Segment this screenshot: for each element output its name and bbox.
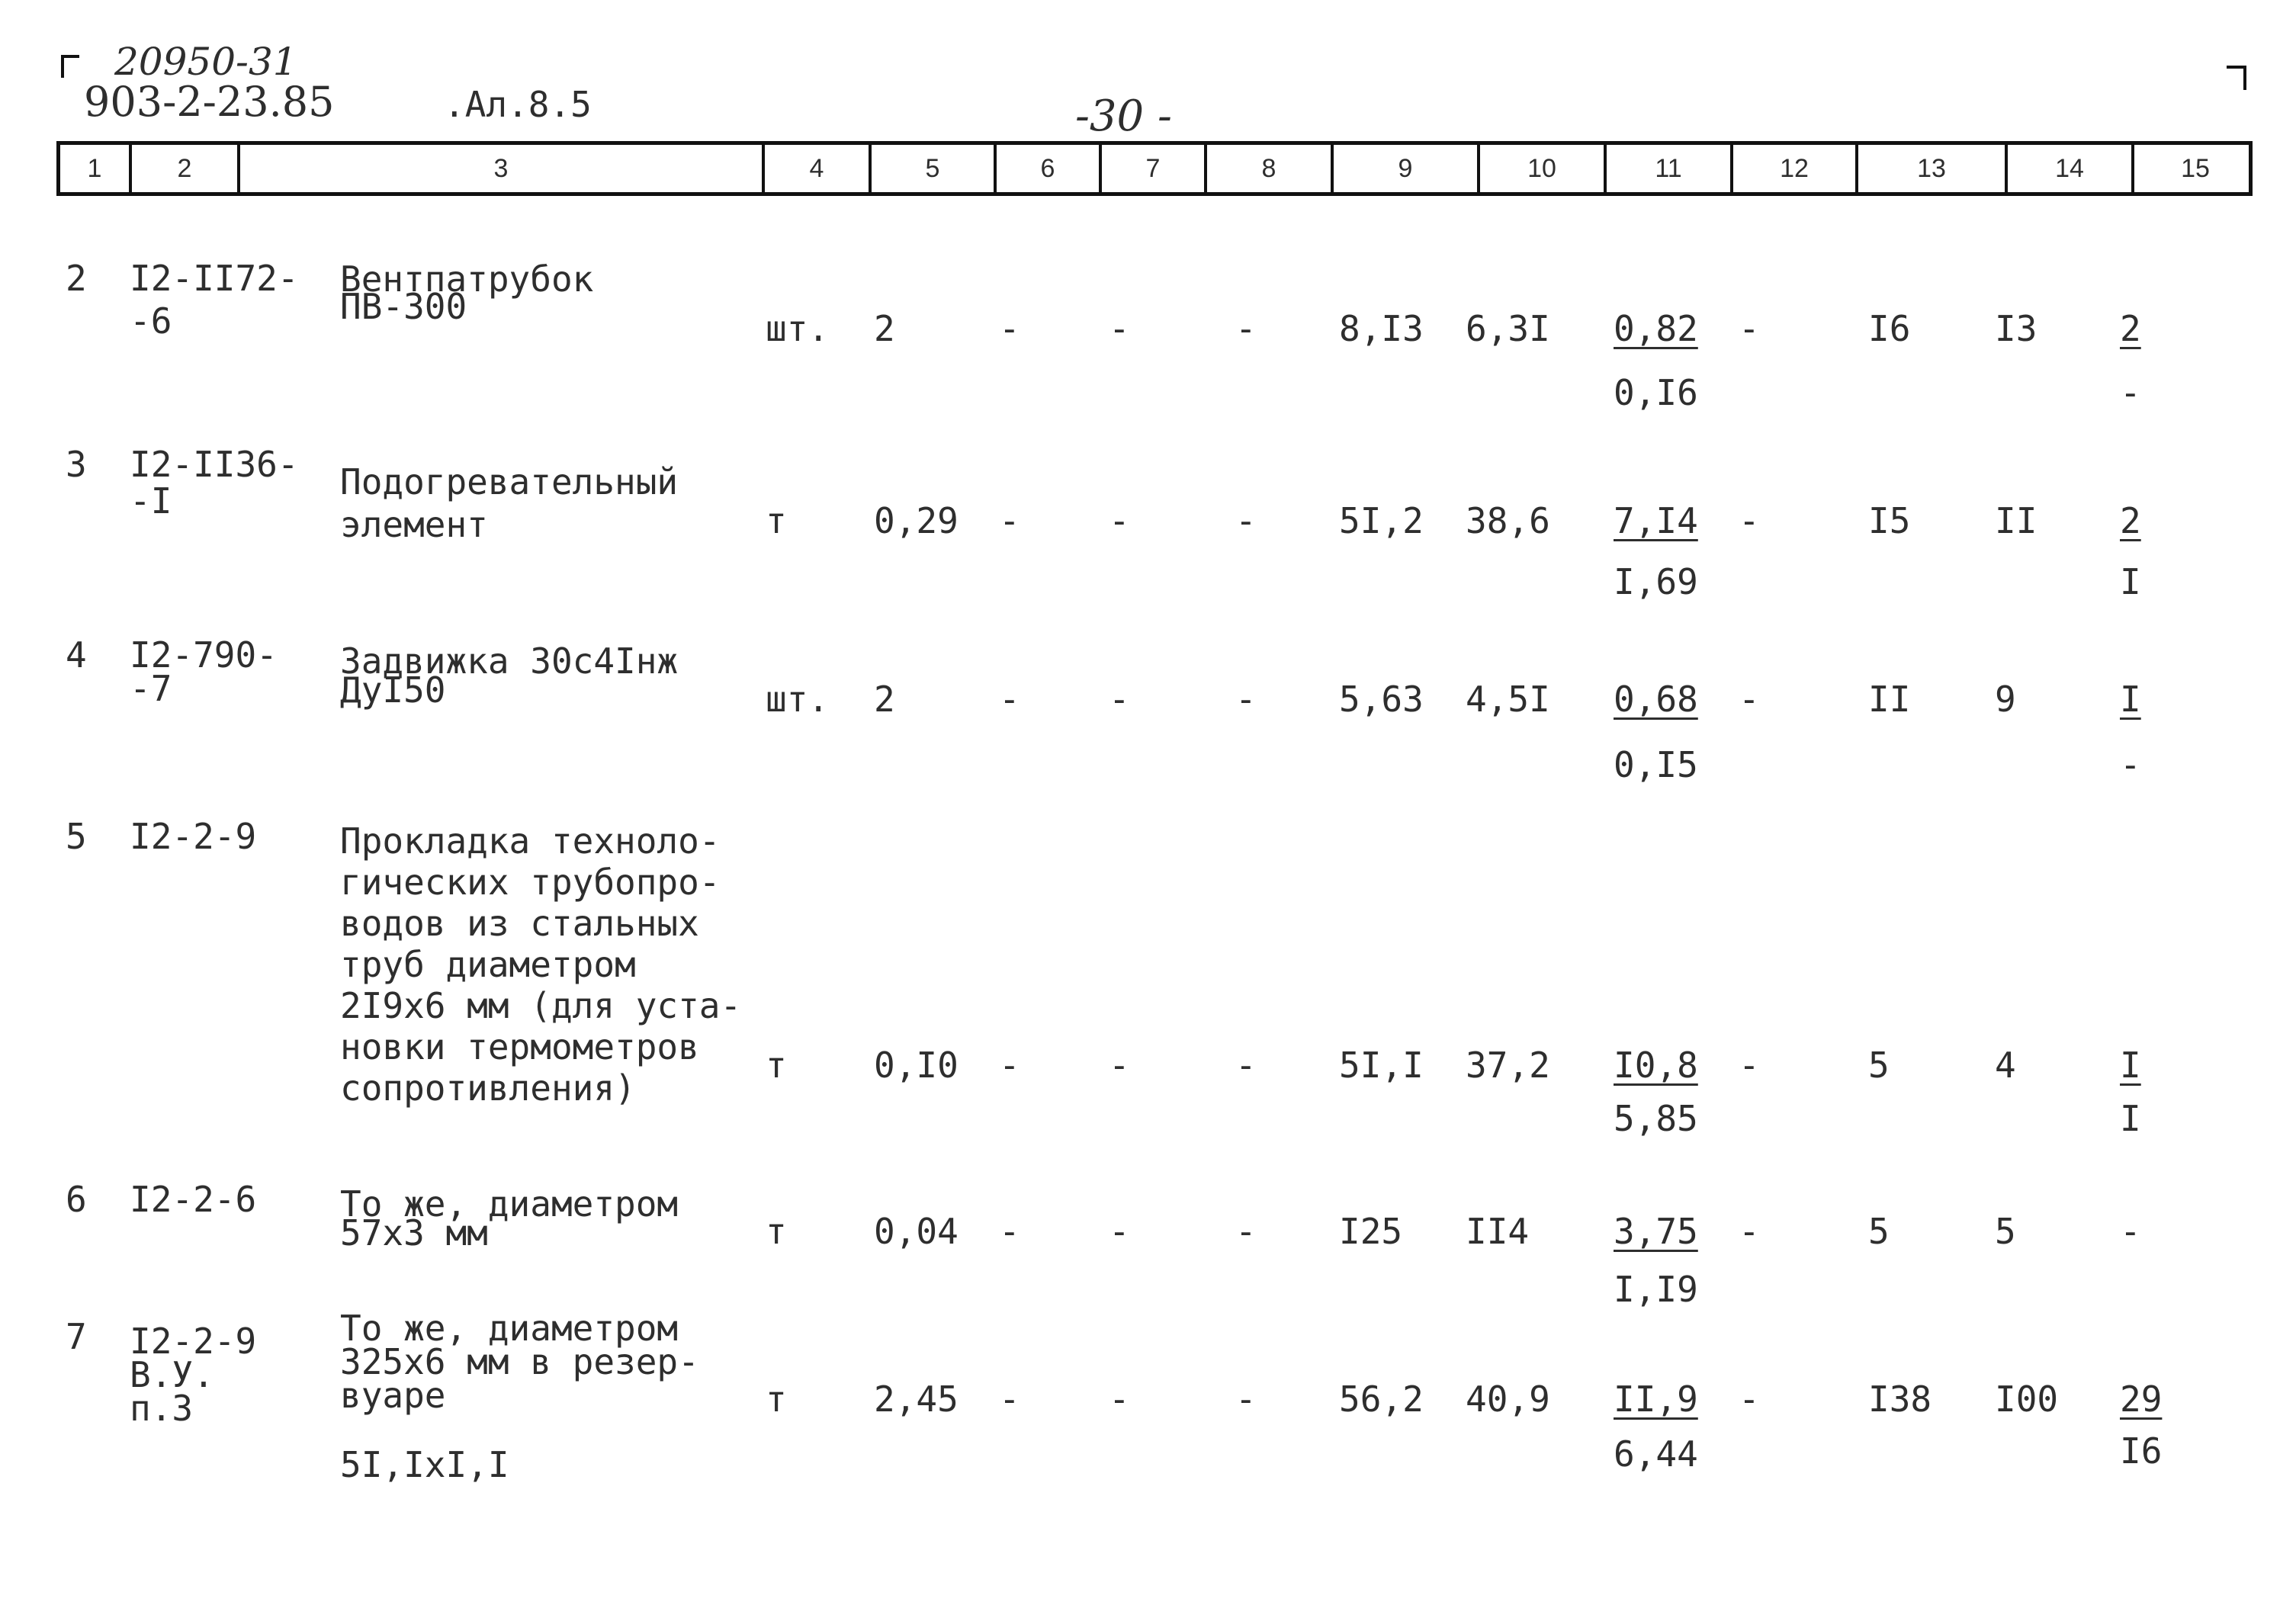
handwritten-code: 20950-31 [114,40,297,84]
col10-value: II4 [1466,1211,1530,1252]
col11-bottom: 6,44 [1614,1433,1698,1475]
col7-value: - [1109,1379,1130,1420]
code-line: п.3 [130,1388,194,1429]
column-header: 7 [1099,145,1204,192]
col15-top: I [2120,1045,2141,1086]
col14-value: I3 [1995,308,2037,349]
col15-top: 2 [2120,500,2141,541]
col14-value: 5 [1995,1211,2016,1252]
quantity: 2 [874,679,895,720]
column-header: 15 [2131,145,2256,192]
code-line: -6 [130,300,172,342]
unit: т [766,500,787,541]
unit: т [766,1379,787,1420]
col6-value: - [999,1379,1020,1420]
col15-bottom: I [2120,1098,2141,1139]
col10-value: 6,3I [1466,308,1550,349]
column-header: 12 [1730,145,1855,192]
col7-value: - [1109,500,1130,541]
column-header: 5 [869,145,994,192]
col10-value: 40,9 [1466,1379,1550,1420]
code-line: I2-2-9 [130,1321,257,1362]
col14-value: 9 [1995,679,2016,720]
col13-value: I38 [1868,1379,1932,1420]
column-header: 10 [1477,145,1604,192]
column-header: 11 [1604,145,1730,192]
col11-bottom: I,69 [1614,561,1698,602]
code-line: I2-790- [130,634,278,676]
col14-value: II [1995,500,2037,541]
col6-value: - [999,1211,1020,1252]
col12-value: - [1739,679,1760,720]
row-number: 4 [66,634,87,676]
col8-value: - [1235,1379,1257,1420]
corner-mark-right [2227,66,2246,90]
code-line: I2-II72- [130,258,299,299]
col6-value: - [999,1045,1020,1086]
col13-value: I6 [1868,308,1911,349]
col15-top: 2 [2120,308,2141,349]
col11-top: 0,68 [1614,679,1698,720]
col7-value: - [1109,308,1130,349]
column-header: 8 [1204,145,1331,192]
code-line: В.У. [130,1354,214,1395]
col8-value: - [1235,1045,1257,1086]
col13-value: 5 [1868,1045,1890,1086]
code-line: I2-2-9 [130,816,257,857]
col6-value: - [999,308,1020,349]
col11-bottom: 5,85 [1614,1098,1698,1139]
row-number: 2 [66,258,87,299]
col8-value: - [1235,679,1257,720]
quantity: 2 [874,308,895,349]
unit: т [766,1211,787,1252]
col15-bottom: I [2120,561,2141,602]
project-code: 903-2-23.85 [84,78,335,126]
col9-value: 56,2 [1339,1379,1424,1420]
item-description: Вентпатрубок ПВ-300 [340,258,594,327]
col8-value: - [1235,500,1257,541]
col7-value: - [1109,1211,1130,1252]
col11-top: I0,8 [1614,1045,1698,1086]
col14-value: 4 [1995,1045,2016,1086]
col10-value: 37,2 [1466,1045,1550,1086]
col9-value: 5,63 [1339,679,1424,720]
col11-top: 7,I4 [1614,500,1698,541]
column-header: 3 [237,145,762,192]
column-header: 14 [2005,145,2131,192]
column-header: 13 [1855,145,2005,192]
col10-value: 38,6 [1466,500,1550,541]
col11-top: II,9 [1614,1379,1698,1420]
album-ref: .Ал.8.5 [444,84,592,125]
corner-mark-left [61,55,79,78]
quantity: 0,04 [874,1211,959,1252]
col9-value: 5I,I [1339,1045,1424,1086]
item-description: Задвижка 30с4Iнж ДуI50 [340,640,679,711]
col9-value: 8,I3 [1339,308,1424,349]
column-header: 9 [1331,145,1477,192]
item-description: Прокладка техноло- гических трубопро- водов из стальных труб диаметром 2I9х6 мм (для уста- новки термометров сопротивления) [340,820,742,1109]
col11-bottom: 0,I6 [1614,372,1698,413]
col14-value: I00 [1995,1379,2059,1420]
page-number: -30 - [1075,91,1172,141]
column-header: 1 [87,153,102,183]
col8-value: - [1235,308,1257,349]
col7-value: - [1109,679,1130,720]
unit: шт. [766,308,830,349]
row-number: 6 [66,1179,87,1220]
column-header: 6 [994,145,1099,192]
code-line: -I [130,480,172,522]
row-number: 3 [66,444,87,485]
col7-value: - [1109,1045,1130,1086]
item-description: Подогревательный элемент [340,461,679,545]
col9-value: 5I,2 [1339,500,1424,541]
row-number: 7 [66,1316,87,1357]
col6-value: - [999,500,1020,541]
quantity: 2,45 [874,1379,959,1420]
col9-value: I25 [1339,1211,1403,1252]
quantity: 0,29 [874,500,959,541]
item-description: То же, диаметром 57х3 мм [340,1183,679,1253]
quantity: 0,I0 [874,1045,959,1086]
col12-value: - [1739,1379,1760,1420]
column-header: 2 [129,145,237,192]
code-line: I2-2-6 [130,1179,257,1220]
row-number: 5 [66,816,87,857]
col8-value: - [1235,1211,1257,1252]
col13-value: 5 [1868,1211,1890,1252]
col15-bottom: - [2120,744,2141,785]
col12-value: - [1739,1211,1760,1252]
unit: шт. [766,679,830,720]
column-header: 4 [762,145,869,192]
col11-top: 3,75 [1614,1211,1698,1252]
col15-top: 29 [2120,1379,2163,1420]
col13-value: I5 [1868,500,1911,541]
unit: т [766,1045,787,1086]
code-line: I2-II36- [130,444,299,485]
col12-value: - [1739,500,1760,541]
item-description: То же, диаметром 325х6 мм в резер- вуаре [340,1308,699,1416]
code-line: -7 [130,668,172,709]
col15-top: - [2120,1211,2141,1252]
col15-top: I [2120,679,2141,720]
col15-bottom: - [2120,372,2141,413]
col15-bottom: I6 [2120,1430,2163,1472]
col12-value: - [1739,1045,1760,1086]
col11-top: 0,82 [1614,308,1698,349]
col6-value: - [999,679,1020,720]
description-extra: 5I,IхI,I [340,1444,509,1485]
col11-bottom: I,I9 [1614,1269,1698,1310]
col10-value: 4,5I [1466,679,1550,720]
column-header-row [56,141,2253,196]
col12-value: - [1739,308,1760,349]
col13-value: II [1868,679,1911,720]
col11-bottom: 0,I5 [1614,744,1698,785]
